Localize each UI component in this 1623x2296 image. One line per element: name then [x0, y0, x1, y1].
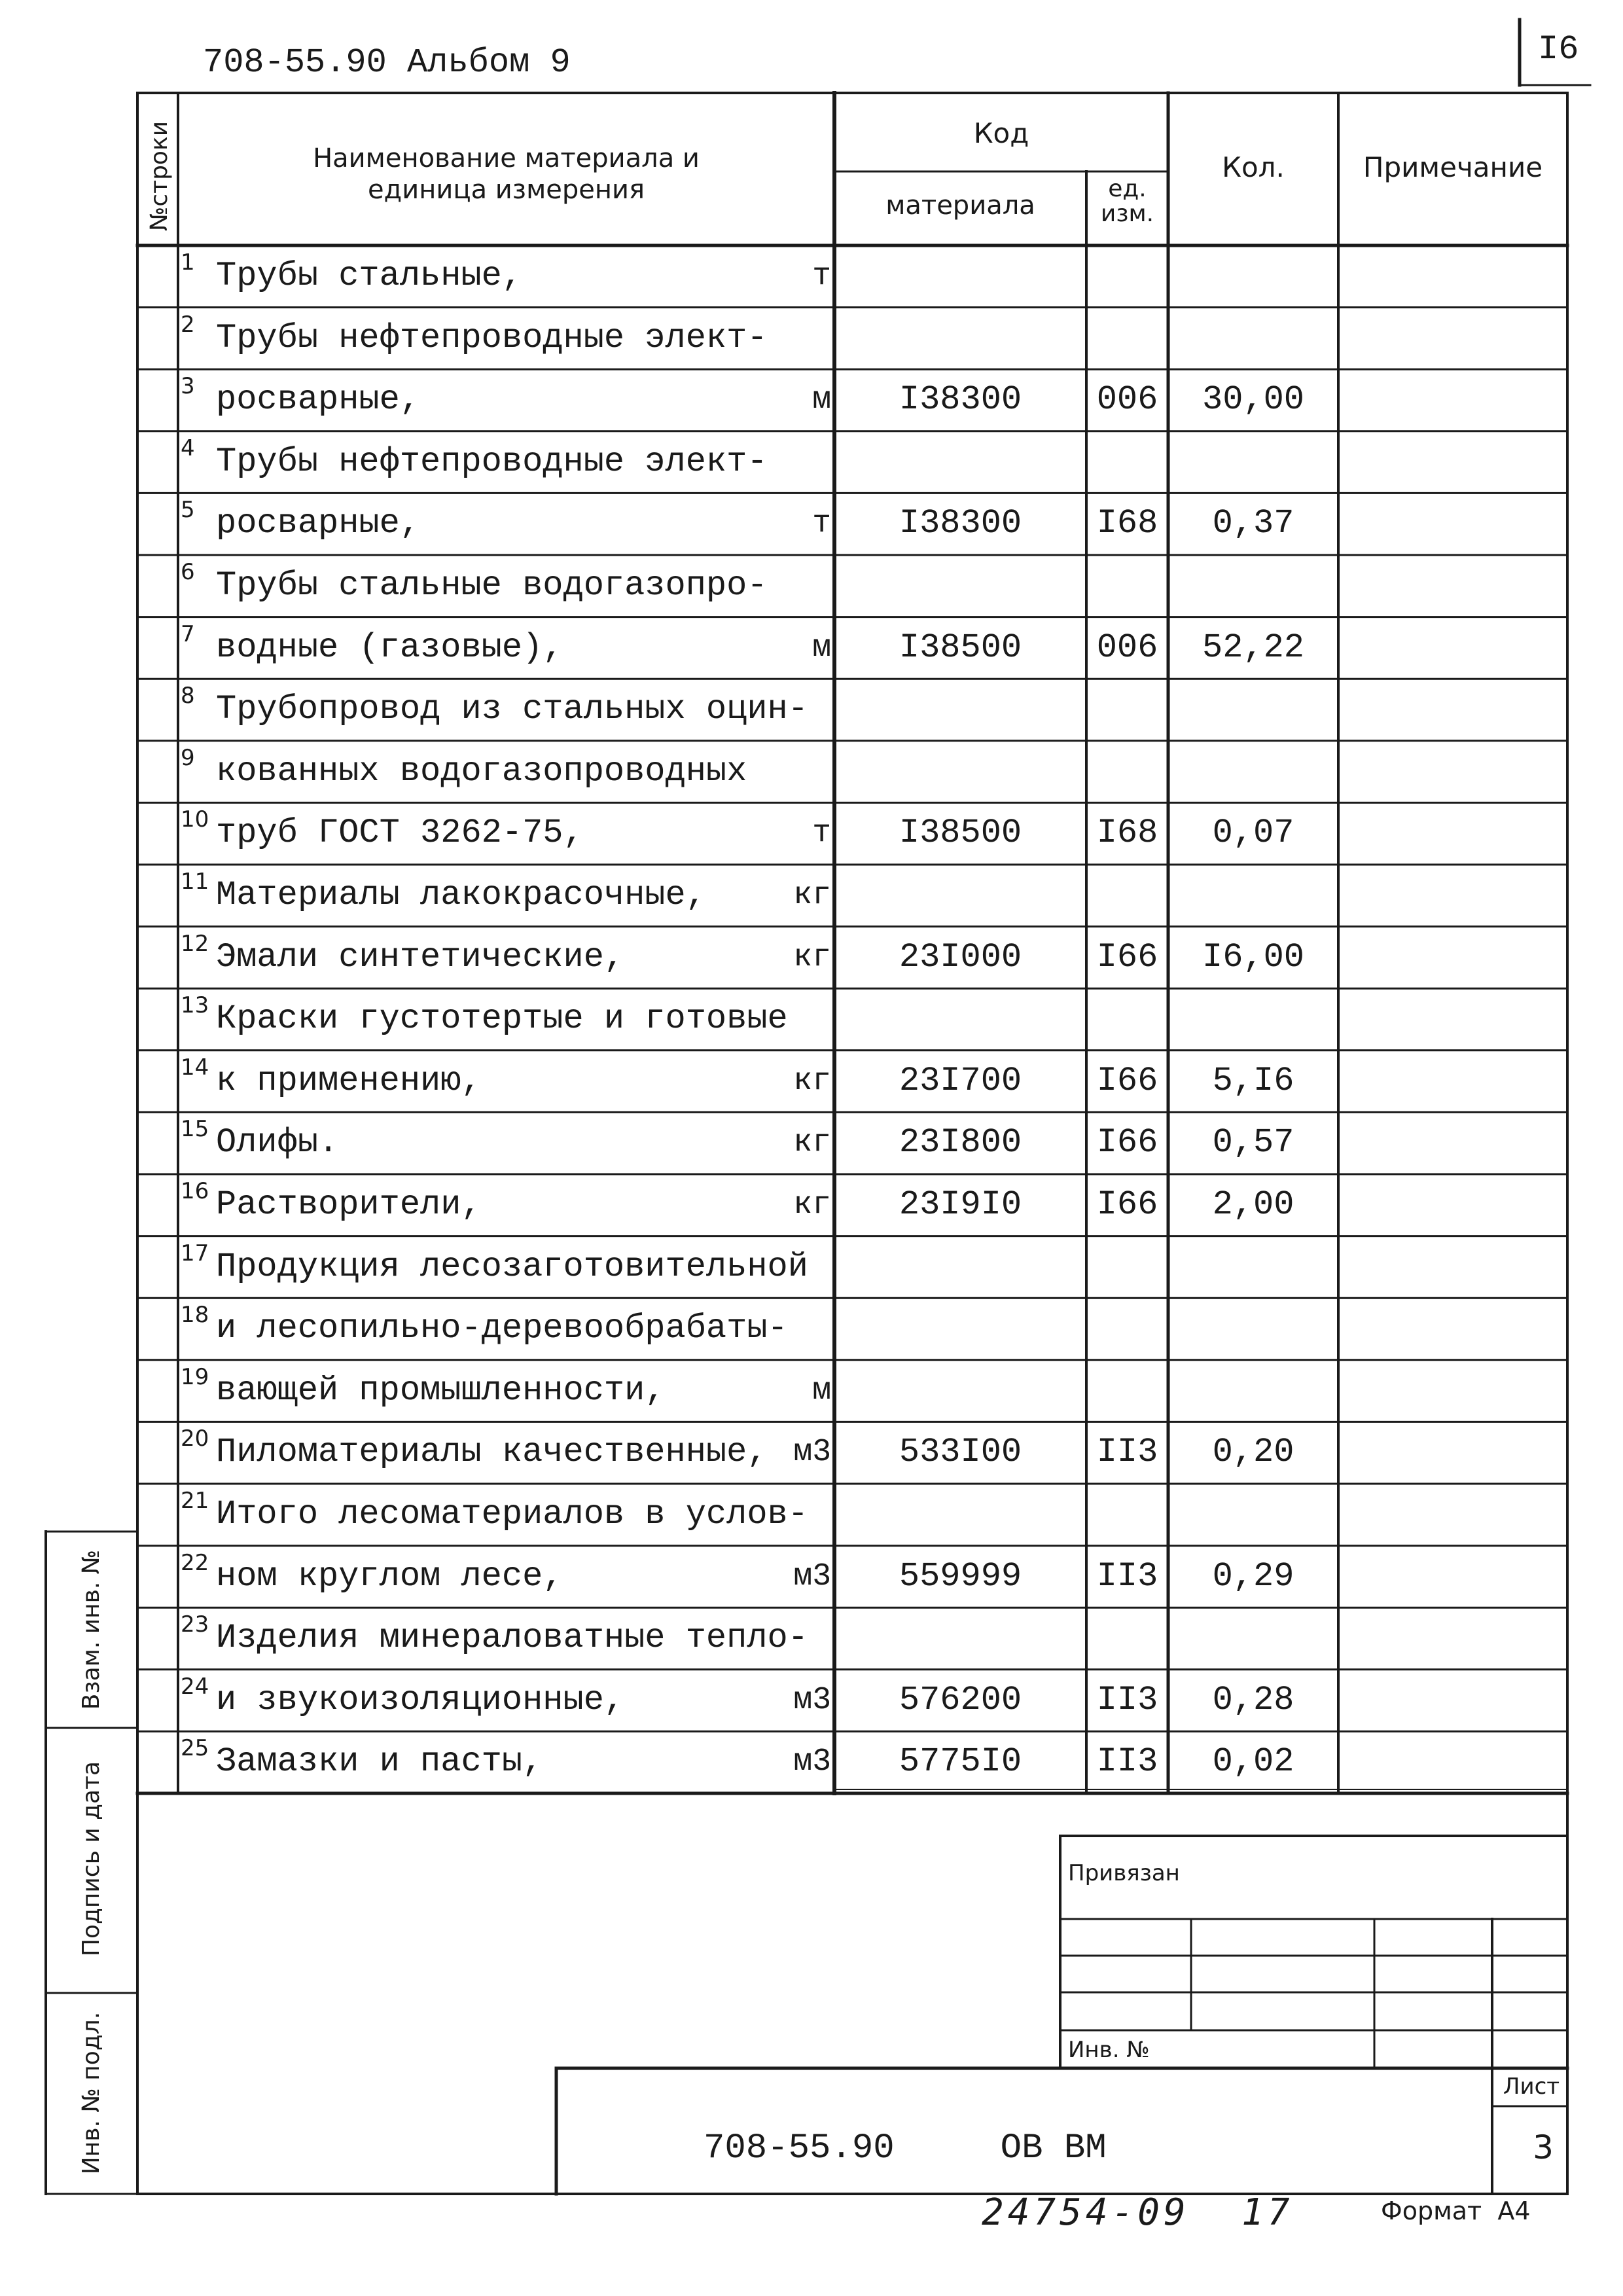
- row-number-cell: 12: [181, 930, 209, 957]
- table-row: [0, 1112, 1623, 1174]
- material-code-cell: 23I9I0: [899, 1185, 1022, 1224]
- unit-code-cell: 006: [1096, 628, 1158, 667]
- table-row: [0, 741, 1623, 803]
- row-number-cell: 24: [181, 1673, 209, 1700]
- unit-cell: м3: [793, 1744, 831, 1780]
- column-header-material-code: материала: [885, 190, 1035, 221]
- row-number-cell: 21: [181, 1488, 209, 1514]
- unit-code-cell: [1086, 1236, 1168, 1299]
- table-row: [0, 1298, 1623, 1360]
- title-block-linked: Привязан: [1068, 1860, 1180, 1886]
- material-code-cell: 559999: [899, 1556, 1022, 1596]
- unit-code-cell: [1086, 555, 1168, 617]
- table-row: [0, 802, 1623, 865]
- quantity-cell: 52,22: [1202, 628, 1305, 667]
- row-number-cell: 14: [181, 1054, 209, 1081]
- material-name-cell: Материалы лакокрасочные,: [216, 876, 706, 914]
- material-code-cell: [834, 308, 1086, 370]
- material-code-cell: [834, 1607, 1086, 1670]
- material-name-cell: Эмали синтетические,: [216, 937, 625, 977]
- table-row: [0, 369, 1623, 431]
- quantity-cell: [1168, 1484, 1338, 1546]
- material-code-cell: [834, 1360, 1086, 1422]
- material-code-cell: [834, 865, 1086, 927]
- unit-cell: [766, 431, 831, 493]
- row-number-cell: 1: [181, 249, 195, 276]
- material-name-cell: Трубы стальные,: [216, 257, 523, 295]
- table-row: [0, 245, 1623, 308]
- material-name-cell: Замазки и пасты,: [216, 1742, 543, 1782]
- table-row: [0, 555, 1623, 617]
- row-number-cell: 6: [181, 559, 195, 585]
- material-name-cell: и лесопильно-деревообрабаты-: [216, 1309, 788, 1348]
- material-code-cell: [834, 1236, 1086, 1299]
- material-name-cell: Олифы.: [216, 1123, 339, 1162]
- table-row: [0, 1360, 1623, 1422]
- unit-cell: м3: [793, 1558, 831, 1594]
- material-name-cell: Трубы нефтепроводные элект-: [216, 442, 768, 481]
- unit-code-cell: [1086, 1298, 1168, 1360]
- material-code-cell: 23I000: [899, 937, 1022, 977]
- column-header-note: Примечание: [1363, 151, 1543, 183]
- row-number-cell: 3: [181, 373, 195, 400]
- row-number-cell: 2: [181, 311, 195, 338]
- table-row: [0, 308, 1623, 370]
- quantity-cell: [1168, 308, 1338, 370]
- row-number-cell: 20: [181, 1426, 209, 1452]
- quantity-cell: 0,07: [1212, 814, 1294, 853]
- handwritten-inventory-number: 24754-09 17: [982, 2191, 1294, 2234]
- column-header-unit-code: ед. изм.: [1100, 175, 1154, 227]
- unit-cell: [766, 555, 831, 617]
- quantity-cell: [1168, 555, 1338, 617]
- unit-cell: м: [812, 1372, 831, 1408]
- material-name-cell: Продукция лесозаготовительной: [216, 1247, 808, 1286]
- unit-code-cell: [1086, 741, 1168, 803]
- row-number-cell: 11: [181, 869, 209, 895]
- row-number-cell: 7: [181, 620, 195, 647]
- quantity-cell: [1168, 1298, 1338, 1360]
- material-name-cell: Изделия минераловатные тепло-: [216, 1619, 808, 1658]
- material-name-cell: кованных водогазопроводных: [216, 751, 747, 791]
- material-name-cell: вающей промышленности,: [216, 1371, 666, 1410]
- unit-cell: т: [812, 506, 831, 542]
- unit-cell: [766, 1607, 831, 1670]
- material-code-cell: [834, 1484, 1086, 1546]
- unit-cell: [766, 1236, 831, 1299]
- quantity-cell: [1168, 988, 1338, 1050]
- material-name-cell: росварные,: [216, 380, 421, 420]
- row-number-cell: 9: [181, 744, 195, 771]
- row-number-cell: 8: [181, 683, 195, 709]
- material-name-cell: и звукоизоляционные,: [216, 1680, 625, 1719]
- unit-cell: кг: [793, 878, 831, 913]
- table-row: [0, 1050, 1623, 1113]
- table-row: [0, 431, 1623, 493]
- unit-cell: [766, 1484, 831, 1546]
- unit-code-cell: [1086, 1607, 1168, 1670]
- unit-cell: кг: [793, 1125, 831, 1161]
- unit-cell: кг: [793, 1187, 831, 1223]
- corner-sheet-number: I6: [1538, 30, 1579, 69]
- unit-code-cell: [1086, 431, 1168, 493]
- material-code-cell: 576200: [899, 1680, 1022, 1719]
- quantity-cell: 30,00: [1202, 380, 1305, 420]
- material-name-cell: Пиломатериалы качественные,: [216, 1433, 768, 1472]
- material-code-cell: [834, 431, 1086, 493]
- unit-code-cell: I66: [1096, 1061, 1158, 1100]
- quantity-cell: I6,00: [1202, 937, 1305, 977]
- table-row: [0, 1607, 1623, 1670]
- unit-cell: м: [812, 630, 831, 666]
- unit-cell: т: [812, 259, 831, 294]
- unit-code-cell: [1086, 1360, 1168, 1422]
- table-row: [0, 1422, 1623, 1484]
- unit-cell: кг: [793, 1063, 831, 1099]
- material-code-cell: 5775I0: [899, 1742, 1022, 1782]
- unit-code-cell: II3: [1096, 1742, 1158, 1782]
- unit-code-cell: I68: [1096, 814, 1158, 853]
- quantity-cell: [1168, 679, 1338, 741]
- material-code-cell: [834, 741, 1086, 803]
- table-row: [0, 1670, 1623, 1732]
- material-name-cell: росварные,: [216, 504, 421, 543]
- column-header-name: Наименование материала и единица измерения: [313, 143, 700, 205]
- row-number-cell: 23: [181, 1611, 209, 1638]
- document-code: 708-55.90 Альбом 9: [203, 43, 571, 82]
- quantity-cell: 0,57: [1212, 1123, 1294, 1162]
- stamp-original-inv: Инв. № подл.: [78, 2011, 105, 2175]
- unit-cell: м: [812, 382, 831, 418]
- row-number-cell: 4: [181, 435, 195, 461]
- quantity-cell: [1168, 865, 1338, 927]
- column-header-code: Код: [973, 117, 1029, 149]
- row-number-cell: 13: [181, 992, 209, 1019]
- row-number-cell: 22: [181, 1549, 209, 1576]
- unit-code-cell: [1086, 988, 1168, 1050]
- unit-code-cell: II3: [1096, 1680, 1158, 1719]
- unit-cell: [766, 308, 831, 370]
- stamp-replacement-inv: Взам. инв. №: [78, 1549, 105, 1710]
- unit-code-cell: I66: [1096, 1123, 1158, 1162]
- title-block-inv-number: Инв. №: [1068, 2037, 1150, 2063]
- table-row: [0, 1236, 1623, 1299]
- material-code-cell: I38300: [899, 380, 1022, 420]
- unit-cell: т: [812, 816, 831, 852]
- table-row: [0, 988, 1623, 1050]
- row-number-cell: 17: [181, 1240, 209, 1266]
- unit-code-cell: I66: [1096, 1185, 1158, 1224]
- column-header-row-number: №строки: [146, 120, 173, 232]
- unit-cell: [766, 679, 831, 741]
- material-name-cell: Растворители,: [216, 1185, 482, 1224]
- quantity-cell: [1168, 245, 1338, 308]
- table-row: [0, 1546, 1623, 1608]
- quantity-cell: 5,I6: [1212, 1061, 1294, 1100]
- material-code-cell: I38500: [899, 814, 1022, 853]
- quantity-cell: [1168, 1236, 1338, 1299]
- table-row: [0, 493, 1623, 555]
- unit-code-cell: [1086, 245, 1168, 308]
- table-row: [0, 927, 1623, 989]
- format-label: Формат А4: [1381, 2197, 1531, 2225]
- material-name-cell: Итого лесоматериалов в услов-: [216, 1495, 808, 1534]
- unit-code-cell: I68: [1096, 504, 1158, 543]
- material-code-cell: [834, 679, 1086, 741]
- unit-cell: кг: [793, 939, 831, 975]
- row-number-cell: 18: [181, 1302, 209, 1329]
- unit-code-cell: [1086, 865, 1168, 927]
- unit-code-cell: II3: [1096, 1433, 1158, 1472]
- material-code-cell: 23I700: [899, 1061, 1022, 1100]
- column-header-quantity: Кол.: [1222, 151, 1285, 183]
- unit-code-cell: 006: [1096, 380, 1158, 420]
- material-name-cell: Трубопровод из стальных оцин-: [216, 690, 808, 729]
- row-number-cell: 25: [181, 1735, 209, 1762]
- quantity-cell: 0,29: [1212, 1556, 1294, 1596]
- unit-code-cell: [1086, 1484, 1168, 1546]
- quantity-cell: 0,20: [1212, 1433, 1294, 1472]
- unit-code-cell: II3: [1096, 1556, 1158, 1596]
- unit-cell: [766, 741, 831, 803]
- material-code-cell: 23I800: [899, 1123, 1022, 1162]
- row-number-cell: 19: [181, 1363, 209, 1390]
- material-name-cell: водные (газовые),: [216, 628, 563, 667]
- quantity-cell: 0,37: [1212, 504, 1294, 543]
- row-number-cell: 10: [181, 806, 209, 833]
- unit-code-cell: I66: [1096, 937, 1158, 977]
- material-code-cell: [834, 555, 1086, 617]
- material-name-cell: Краски густотертые и готовые: [216, 999, 788, 1039]
- material-code-cell: 533I00: [899, 1433, 1022, 1472]
- quantity-cell: 0,02: [1212, 1742, 1294, 1782]
- unit-cell: [766, 988, 831, 1050]
- table-row: [0, 1484, 1623, 1546]
- material-code-cell: I38300: [899, 504, 1022, 543]
- unit-cell: м3: [793, 1435, 831, 1471]
- unit-code-cell: [1086, 679, 1168, 741]
- row-number-cell: 5: [181, 497, 195, 524]
- quantity-cell: [1168, 1360, 1338, 1422]
- material-name-cell: ном круглом лесе,: [216, 1556, 563, 1596]
- table-row: [0, 679, 1623, 741]
- material-name-cell: к применению,: [216, 1061, 482, 1100]
- material-code-cell: I38500: [899, 628, 1022, 667]
- row-number-cell: 15: [181, 1116, 209, 1143]
- unit-code-cell: [1086, 308, 1168, 370]
- row-number-cell: 16: [181, 1178, 209, 1204]
- table-row: [0, 1174, 1623, 1236]
- table-row: [0, 1731, 1623, 1793]
- unit-cell: [766, 1298, 831, 1360]
- quantity-cell: [1168, 431, 1338, 493]
- table-row: [0, 865, 1623, 927]
- material-code-cell: [834, 245, 1086, 308]
- quantity-cell: [1168, 741, 1338, 803]
- material-name-cell: Трубы стальные водогазопро-: [216, 566, 768, 605]
- stamp-signature-date: Подпись и дата: [78, 1761, 105, 1957]
- material-code-cell: [834, 988, 1086, 1050]
- unit-cell: м3: [793, 1682, 831, 1718]
- quantity-cell: 2,00: [1212, 1185, 1294, 1224]
- material-code-cell: [834, 1298, 1086, 1360]
- title-block-designation: 708-55.90 ОВ ВМ: [704, 2128, 1107, 2168]
- quantity-cell: [1168, 1607, 1338, 1670]
- material-name-cell: Трубы нефтепроводные элект-: [216, 318, 768, 357]
- table-row: [0, 617, 1623, 679]
- quantity-cell: 0,28: [1212, 1680, 1294, 1719]
- title-block-sheet-label: Лист: [1503, 2073, 1560, 2100]
- title-block-sheet-number: 3: [1533, 2128, 1554, 2166]
- material-name-cell: труб ГОСТ 3262-75,: [216, 814, 584, 853]
